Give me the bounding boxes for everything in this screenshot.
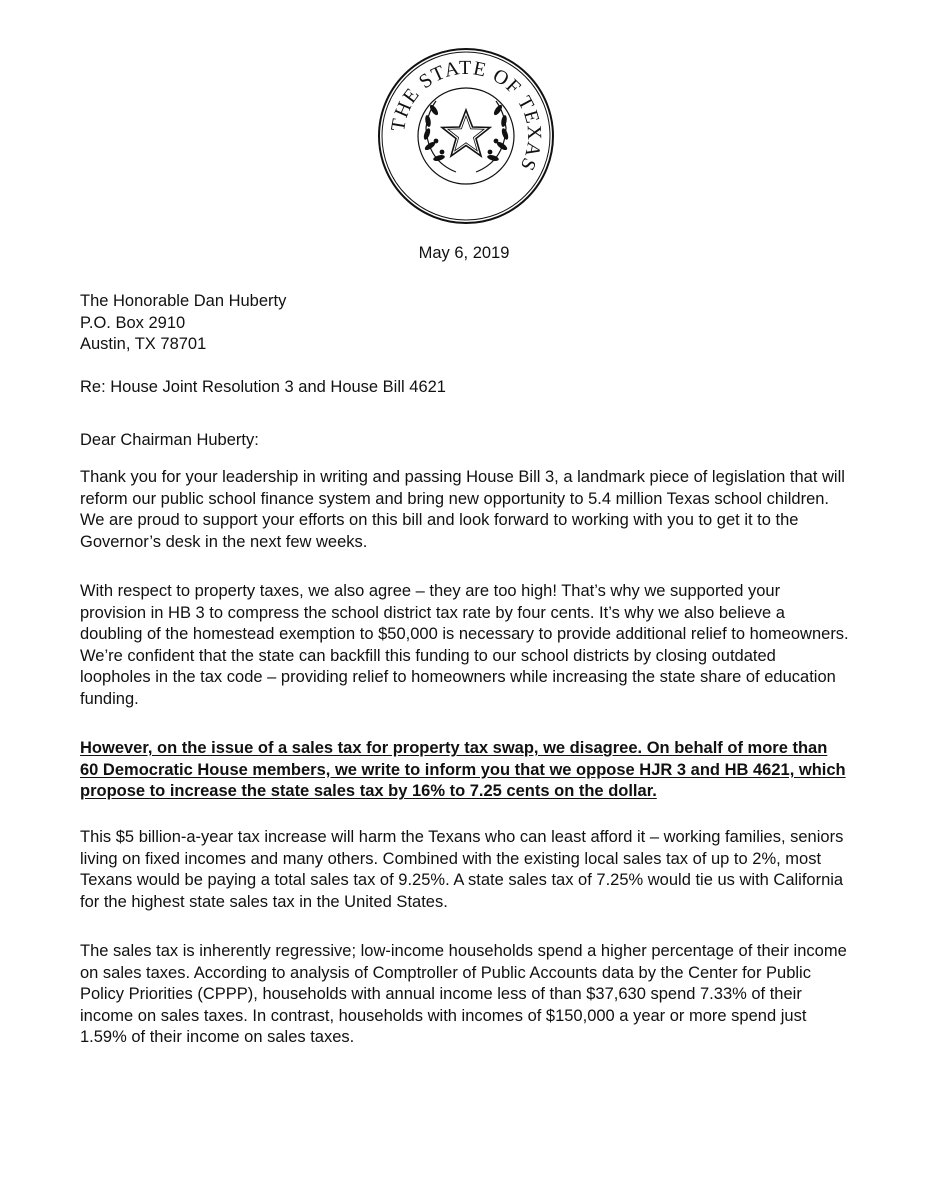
paragraph-text: Thank you for your leadership in writing and passing House Bill 3, a landmark piece of legislation that will reform our public school finance system and bring new opportunity to 5.4 million Texas school children. We are proud to support your efforts on this bill and look forward to working with you to get it to the Governor’s desk in the next few weeks.	[80, 468, 845, 551]
paragraph-text: The sales tax is inherently regressive; low-income households spend a higher percentage of their income on sales taxes. According to analysis of Comptroller of Public Accounts data by the Center for Public Policy Priorities (CPPP), households with annual income less of than $37,630 spend 7.33% of their income on sales taxes. In contrast, households with incomes of $150,000 a year or more spend just 1.59% of their income on sales taxes.	[80, 942, 847, 1047]
recipient-address	[80, 291, 850, 356]
re-line: Re: House Joint Resolution 3 and House Bill 4621	[80, 378, 446, 396]
letter-date: May 6, 2019	[418, 244, 510, 262]
emphasis-paragraph	[80, 738, 850, 803]
texas-state-seal-icon	[376, 46, 556, 226]
body-paragraph	[80, 941, 850, 1049]
svg-text:THE STATE OF TEXAS: THE STATE OF TEXAS	[387, 56, 546, 175]
paragraph-text: This $5 billion-a-year tax increase will harm the Texans who can least afford it – working families, seniors living on fixed incomes and many others. Combined with the existing local sales tax of up to 2%, most Texans would be paying a total sales tax of 9.25%. A state sales tax of 7.25% would tie us with California for the highest state sales tax in the United States.	[80, 828, 844, 911]
body-paragraph	[80, 467, 850, 553]
recipient-address-line2: Austin, TX 78701	[80, 335, 207, 354]
paragraph-text: With respect to property taxes, we also agree – they are too high! That’s why we supported your provision in HB 3 to compress the school district tax rate by four cents. It’s why we also believe a doubling of the homestead exemption to $50,000 is necessary to provide additional relief to homeowners. We’re confident that the state can backfill this funding to our school districts by closing outdated loopholes in the tax code – providing relief to homeowners while increasing the state share of education funding.	[80, 582, 849, 708]
paragraph-text: However, on the issue of a sales tax for property tax swap, we disagree. On behalf of more than 60 Democratic House members, we write to inform you that we oppose HJR 3 and HB 4621, which propose to increase the state sales tax by 16% to 7.25 cents on the dollar.	[80, 739, 846, 801]
body-paragraph	[80, 581, 850, 711]
recipient-name: The Honorable Dan Huberty	[80, 292, 287, 310]
body-paragraph	[80, 827, 850, 913]
recipient-address-line1: P.O. Box 2910	[80, 313, 186, 332]
salutation: Dear Chairman Huberty:	[80, 431, 259, 449]
